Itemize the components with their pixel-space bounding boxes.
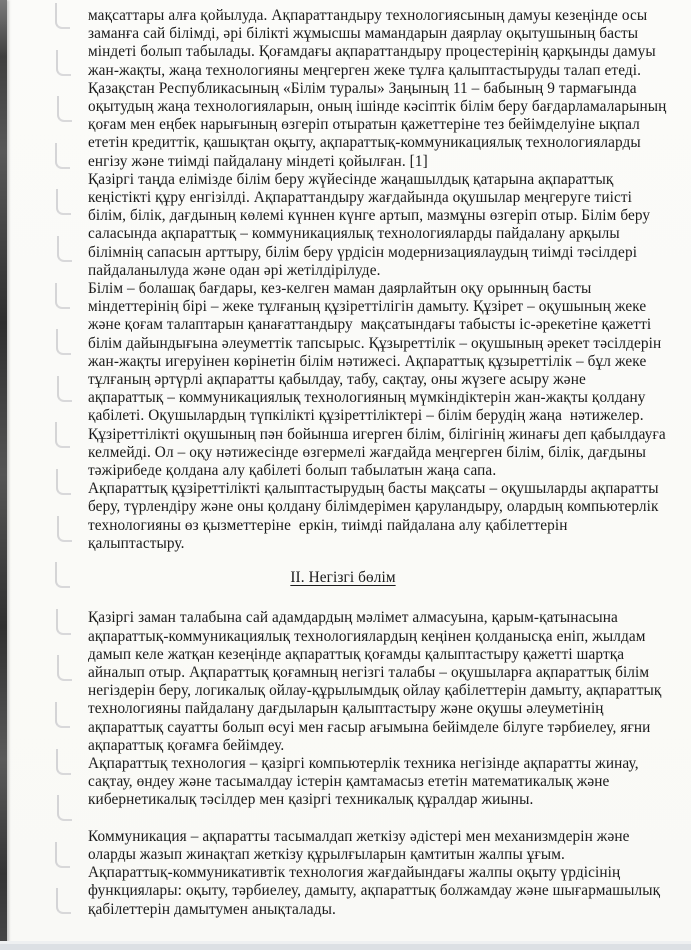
paragraph bbox=[88, 609, 674, 755]
text-line: Коммуникация – ақпаратты тасымалдап жеткізу әдістері мен механизмдерін және bbox=[88, 827, 630, 845]
text-line: оқытудың жаңа технологияларын, оның ішінде кәсіптік білім беру бағдарламаларының bbox=[88, 98, 667, 116]
text-line: қалыптастыру. bbox=[88, 534, 185, 552]
text-line: ақпараттық сауатты болып өсуі мен ғасыр ағымына бейімделе білуге тәрбиелеу, яғни bbox=[88, 718, 651, 736]
paragraph bbox=[88, 480, 674, 553]
binding-hole-mark bbox=[55, 143, 70, 169]
text-line: саласында ақпараттық – коммуникациялық технологияларды пайдалану арқылы bbox=[88, 225, 620, 243]
text-line: Қазіргі таңда елімізде білім беру жүйесінде жаңашылдық қатарына ақпараттық bbox=[88, 170, 614, 188]
text-line: Қазіргі заман талабына сай адамдардың мәлімет алмасуына, қарым-қатынасына bbox=[88, 609, 618, 627]
text-line: ететін кредиттік, қашықтан оқыту, ақпараттық-коммуникациялық технологияларды bbox=[88, 134, 641, 152]
text-line: ақпараттық-коммуникациялық технологиялардың кеңінен қолданысқа еніп, жылдам bbox=[88, 627, 646, 645]
text-line: Құзіреттілікті оқушының пән бойынша игерген білім, білігінің жинағы деп қабылдауға bbox=[88, 425, 666, 443]
binding-hole-mark bbox=[57, 795, 72, 821]
text-line: білім, білік, дағдының көлемі күннен күнге артып, мазмұны өзгеріп отыр. Білім беру bbox=[88, 207, 651, 225]
binding-hole-mark bbox=[56, 329, 71, 355]
text-line: кибернетикалық тәсілдер мен қазіргі техникалық құралдар жиыны. bbox=[88, 791, 534, 809]
binding-hole-mark bbox=[56, 888, 71, 914]
binding-hole-mark bbox=[56, 609, 71, 635]
binding-hole-mark bbox=[55, 842, 70, 868]
binding-hole-mark bbox=[55, 702, 70, 728]
scan-edge-bottom bbox=[0, 941, 691, 950]
text-line: қоғам мен еңбек нарығының өзгеріп отыратын қажеттеріне тез бейімделуіне ықпал bbox=[88, 116, 640, 134]
paragraph bbox=[88, 280, 674, 480]
binding-hole-mark bbox=[56, 469, 71, 495]
text-line: кеңістікті құру енгізілді. Ақпараттандыру жағдайында оқушылар меңгеруге тиісті bbox=[88, 189, 632, 207]
text-line: дамып келе жатқан кезеңінде ақпараттық қоғамды қалыптастыру қажетті шартқа bbox=[88, 645, 625, 663]
text-line: білім дайындығына әлеуметтік тапсырыс. Құзыреттілік – оқушының әрекет тәсілдерін bbox=[88, 334, 662, 352]
text-line: жан-жақты игеруінен көрінетін білім нәтижесі. Ақпараттық құзыреттілік – бұл жеке bbox=[88, 352, 647, 370]
binding-hole-mark bbox=[56, 50, 71, 76]
text-line: келмейді. Ол – оқу нәтижесінде өзгермелі жағдайда меңгерген білім, білік, дағдыны bbox=[88, 443, 647, 461]
text-line: мақсаттары алға қойылуда. Ақпараттандыру технологиясының дамуы кезеңінде осы bbox=[88, 7, 648, 24]
scan-edge-left bbox=[0, 0, 7, 950]
text-line: енгізу және тиімді пайдалану міндеті қойылған. [1] bbox=[88, 152, 428, 170]
paragraph bbox=[88, 828, 674, 864]
binding-hole-mark bbox=[57, 96, 72, 122]
text-line: оларды жазып жинақтап жеткізу құрылғыларын қамтитын жалпы ұғым. bbox=[88, 845, 565, 863]
text-line: қабілеті. Оқушылардың түпкілікті құзіреттіліктері – білім берудің жаңа нәтижелер. bbox=[88, 407, 644, 425]
text-line: айналып отыр. Ақпараттық қоғамның негізгі талабы – оқушыларға ақпараттық білім bbox=[88, 663, 650, 681]
text-line: Ақпараттық құзіреттілікті қалыптастырудың басты мақсаты – оқушыларды ақпаратты bbox=[88, 480, 659, 498]
text-line: тәжірибеде қолдана алу қабілеті болып табылатын жаңа сапа. bbox=[88, 462, 497, 480]
text-line: және қоғам талаптарын қанағаттандыру мақсатындағы табысты іс-әрекетіне қажетті bbox=[88, 316, 652, 334]
text-line: Ақпараттық технология – қазіргі компьютерлік техника негізінде ақпаратты жинау, bbox=[88, 754, 639, 772]
text-line: ақпараттық қоғамға бейімдеу. bbox=[88, 736, 285, 754]
binding-hole-mark bbox=[57, 516, 72, 542]
binding-hole-mark bbox=[57, 236, 72, 262]
text-line: Қазақстан Республикасының «Білім туралы» Заңының 11 – бабының 9 тармағында bbox=[88, 79, 637, 97]
text-line: Ақпараттық-коммуникативтік технология жағдайындағы жалпы оқыту үрдісінің bbox=[88, 864, 621, 882]
binding-hole-mark bbox=[55, 3, 70, 29]
text-line: негіздерін беру, логикалық ойлау-құрылымдық ойлау қабілеттерін дамыту, ақпараттық bbox=[88, 682, 662, 700]
text-line: Білім – болашақ бағдары, кез-келген маман даярлайтын оқу орынның басты bbox=[88, 280, 592, 298]
text-line: білімнің сапасын арттыру, білім беру үрдісін модернизациялаудың тиімді тәсілдері bbox=[88, 243, 638, 261]
text-line: беру, түрлендіру және оны қолдану білімдерімен қаруландыру, олардың компьютерлік bbox=[88, 498, 659, 516]
text-line: міндеті болып табылады. Қоғамдағы ақпараттандыру процестерінің қарқынды дамуы bbox=[88, 43, 656, 61]
text-line: жан-жақты, жаңа технологияны меңгерген жеке тұлға қалыптастыруды талап етеді. bbox=[88, 61, 642, 79]
text-line: пайдаланылуда және одан әрі жетілдірілуде. bbox=[88, 261, 381, 279]
paragraph bbox=[88, 864, 674, 919]
binding-hole-mark bbox=[55, 283, 70, 309]
paragraph bbox=[88, 171, 674, 280]
text-line: тұлғаның әртүрлі ақпаратты қабылдау, табу, сақтау, оны жүзеге асыру және bbox=[88, 371, 586, 389]
paragraph bbox=[88, 755, 674, 810]
binding-hole-mark bbox=[57, 655, 72, 681]
binding-hole-mark bbox=[55, 422, 70, 448]
binding-hole-mark bbox=[57, 376, 72, 402]
text-line: ақпараттық – коммуникациялық технологияның мүмкіндіктерін жан-жақты қолдану bbox=[88, 389, 646, 407]
binding-hole-mark bbox=[56, 189, 71, 215]
text-line: технологияны өз қызметтеріне еркін, тиімді пайдалана алу қабілеттерін bbox=[88, 516, 568, 534]
document-text bbox=[88, 7, 674, 919]
text-line: заманға сай білімді, әрі білікті жұмысшы мамандарын даярлау оқытушының басты bbox=[88, 25, 639, 43]
text-line: функциялары: оқыту, тәрбиелеу, дамыту, ақпараттық болжамдау және шығармашылық bbox=[88, 882, 661, 900]
binding-hole-mark bbox=[56, 749, 71, 775]
text-line: сақтау, өндеу және тасымалдау істерін қамтамасыз ететін математикалық және bbox=[88, 773, 610, 791]
section-heading: II. Негізгі бөлім bbox=[290, 569, 396, 587]
paragraph bbox=[88, 7, 674, 171]
text-line: міндеттерінің бірі – жеке тұлғаның құзіреттілігін дамыту. Құзірет – оқушының жеке bbox=[88, 298, 647, 316]
text-line: қабілеттерін дамытумен анықталады. bbox=[88, 900, 336, 918]
text-line: технологияны пайдалану дағдыларын қалыптастыру және оқушы әлеуметінің bbox=[88, 700, 604, 718]
